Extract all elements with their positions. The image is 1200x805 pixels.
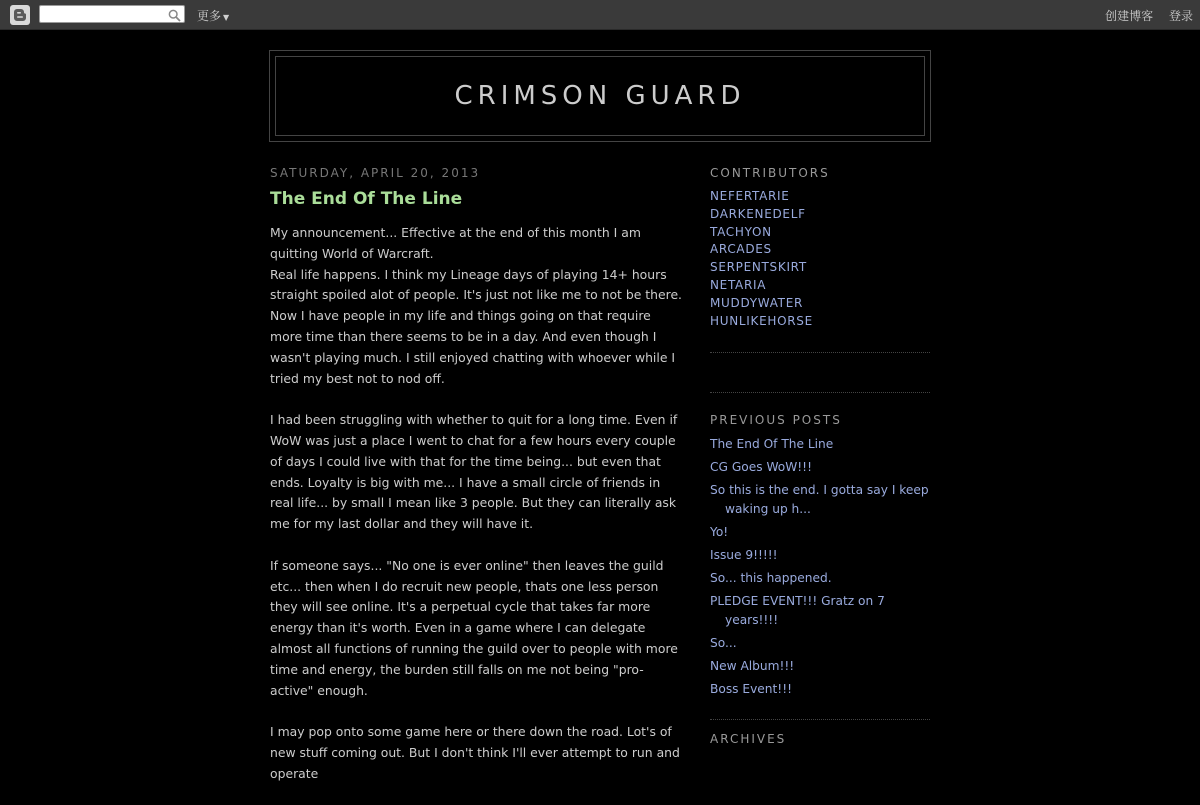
search-input[interactable] [43, 10, 165, 26]
main-column [270, 160, 682, 805]
post-paragraph: I may pop onto some game here or there down the road. Lot's of new stuff coming out. But I don't think I'll ever attempt to run and operate [270, 724, 680, 781]
sidebar [710, 160, 930, 754]
previous-post-link[interactable]: New Album!!! [710, 659, 795, 674]
blog-header [269, 50, 931, 142]
create-blog-link[interactable]: 创建博客 [1105, 9, 1154, 23]
previous-post-link[interactable]: So this is the end. I gotta say I keep waking up h... [710, 483, 929, 517]
contributor-link[interactable]: SERPENTSKIRT [710, 260, 807, 275]
contributor-link[interactable]: NEFERTARIE [710, 189, 790, 203]
post-paragraph: My announcement... Effective at the end of this month I am quitting World of Warcraft. Real life happens. I think my Lineage days of playing 14+ hours straight spoiled alot of people. It's just not like me to not be there. Now I have people in my life and things going on that require more time than there seems to be in a day. And even though I wasn't playing much. I still enjoyed chatting with whoever while I tried my best not to nod off. [270, 225, 683, 386]
sidebar-divider [710, 352, 930, 353]
sidebar-divider [710, 719, 930, 720]
previous-post-link[interactable]: CG Goes WoW!!! [710, 460, 812, 475]
more-label: 更多 [197, 9, 222, 23]
sidebar-divider [710, 392, 930, 393]
contributors-heading: CONTRIBUTORS [710, 166, 830, 180]
contributor-link[interactable]: DARKENEDELF [710, 206, 806, 221]
contributor-link[interactable]: TACHYON [710, 224, 772, 239]
chevron-down-icon: ▼ [223, 13, 230, 22]
previous-post-link[interactable]: The End Of The Line [710, 437, 834, 452]
post-title[interactable]: The End Of The Line [270, 189, 463, 209]
archives-heading: ARCHIVES [710, 732, 787, 747]
previous-post-link[interactable]: Yo! [710, 525, 729, 540]
previous-post-link[interactable]: So... [710, 636, 737, 651]
blog-title[interactable]: CRIMSON GUARD [454, 81, 746, 111]
contributor-link[interactable]: NETARIA [710, 277, 767, 292]
previous-posts-heading: PREVIOUS POSTS [710, 413, 842, 428]
blogger-navbar [0, 0, 1200, 30]
search-box [39, 5, 185, 23]
more-menu[interactable] [197, 7, 229, 24]
post-paragraph: I had been struggling with whether to quit for a long time. Even if WoW was just a place I went to chat for a few hours every couple of days I could live with that for the time being... but even that ends. Loyalty is big with me... I have a small circle of friends in real life... by small I mean like 3 people. But they can literally ask me for my last dollar and they will have it. [270, 412, 678, 532]
post-date: SATURDAY, APRIL 20, 2013 [270, 166, 481, 180]
contributor-link[interactable]: ARCADES [710, 242, 772, 257]
previous-post-link[interactable]: So... this happened. [710, 571, 832, 586]
previous-posts-list [710, 435, 930, 699]
contributor-link[interactable]: MUDDYWATER [710, 295, 804, 310]
previous-post-link[interactable]: PLEDGE EVENT!!! Gratz on 7 years!!!! [710, 594, 885, 628]
navbar-right [1093, 7, 1193, 24]
blog-header-inner [275, 56, 925, 136]
contributor-link[interactable]: HUNLIKEHORSE [710, 313, 813, 328]
previous-post-link[interactable]: Boss Event!!! [710, 682, 792, 697]
login-link[interactable]: 登录 [1168, 9, 1193, 23]
search-icon[interactable] [168, 7, 181, 26]
post-body [270, 223, 682, 785]
post-paragraph: If someone says... "No one is ever online" then leaves the guild etc... then when I do recruit new people, thats one less person they will see online. It's a perpetual cycle that takes far more energy than it's worth. Even in a game where I can delegate almost all functions of running the guild over to people with more time and energy, the burden still falls on me not being "pro-active" enough. [270, 557, 678, 698]
previous-post-link[interactable]: Issue 9!!!!! [710, 548, 778, 563]
blogger-logo-icon[interactable] [10, 5, 30, 25]
contributors-list [710, 188, 930, 330]
